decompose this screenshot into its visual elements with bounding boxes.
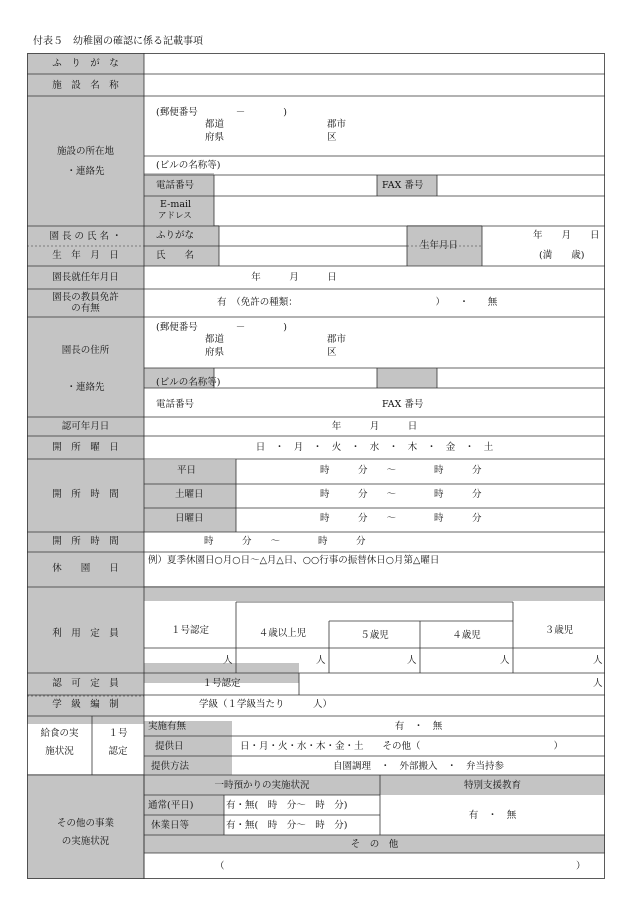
principal-gunshi: 郡市 <box>327 334 347 345</box>
principal-ku: 区 <box>327 347 337 358</box>
other-misc-paren: （ ） <box>215 861 586 872</box>
principal-todo: 都道 <box>205 334 225 345</box>
facility-phone-label: 電話番号 <box>156 180 195 191</box>
capacity-age4-label: ４歳児 <box>452 630 481 641</box>
meal-method-value: 自園調理 ・ 外部搬入 ・ 弁当持参 <box>332 761 504 772</box>
meal-implement-value: 有 ・ 無 <box>394 721 443 732</box>
principal-birth-value: 年 月 日 <box>533 230 600 241</box>
label-capacity: 利 用 定 員 <box>52 628 119 639</box>
label-open-days: 開 所 曜 日 <box>52 442 119 453</box>
label-meal-1: 給食の実 <box>40 728 79 739</box>
license-value: 有 （免許の種類： ） ・ 無 <box>217 297 498 308</box>
label-appointment-date: 園長就任年月日 <box>52 272 119 283</box>
principal-furigana-label: ふりがな <box>156 230 195 241</box>
label-holidays: 休 園 日 <box>52 563 119 574</box>
facility-postal: (郵便番号 － ) <box>156 107 287 118</box>
capacity-type1-nin: 人 <box>223 655 233 666</box>
principal-name-label: 氏 名 <box>156 250 195 261</box>
principal-age: (満 歳) <box>539 250 585 261</box>
label-license-2: の有無 <box>71 303 100 314</box>
capacity-type1-label: １号認定 <box>170 625 209 636</box>
capacity-age5-nin: 人 <box>407 655 417 666</box>
hours-saturday-label: 土曜日 <box>175 489 204 500</box>
principal-fax-label: FAX 番号 <box>382 399 424 410</box>
label-meal-2: 施状況 <box>45 746 74 757</box>
facility-email-address-label: アドレス <box>158 211 192 221</box>
capacity-age3-nin: 人 <box>593 655 603 666</box>
label-class-organization: 学 級 編 制 <box>52 699 119 710</box>
label-address-1: 施設の所在地 <box>56 146 114 157</box>
other-weekday-label: 通常(平日) <box>148 800 194 811</box>
label-principal-1: 園 長 の 氏 名 ・ <box>49 231 122 242</box>
label-open-hours-2: 開 所 時 間 <box>52 536 119 547</box>
facility-ku: 区 <box>327 132 337 143</box>
open-days-value: 日 ・ 月 ・ 火 ・ 水 ・ 木 ・ 金 ・ 土 <box>255 442 494 453</box>
label-meal-type-1: １号 <box>108 728 128 739</box>
label-approval-date: 認可年月日 <box>61 421 110 432</box>
label-approved-capacity: 認 可 定 員 <box>52 678 119 689</box>
capacity-over4-nin: 人 <box>316 655 326 666</box>
appointment-date-value: 年 月 日 <box>251 272 337 283</box>
facility-todo: 都道 <box>205 119 225 130</box>
other-temporary-care-label: 一時預かりの実施状況 <box>214 780 310 791</box>
meal-implement-label: 実施有無 <box>148 721 187 732</box>
principal-fuken: 府県 <box>205 347 225 358</box>
hours-sunday-label: 日曜日 <box>175 513 204 524</box>
capacity-age3-label: ３歳児 <box>544 625 574 636</box>
label-principal-address-2: ・連絡先 <box>66 382 105 393</box>
meal-days-value: 日・月・火・水・木・金・土 その他（ ） <box>240 741 564 752</box>
label-other-2: の実施状況 <box>61 836 110 847</box>
other-weekday-value: 有・無( 時 分～ 時 分) <box>226 800 348 811</box>
label-other-1: その他の事業 <box>56 818 114 829</box>
hours-weekday-label: 平日 <box>177 465 197 476</box>
facility-building: (ビルの名称等) <box>156 160 221 171</box>
label-principal-address-1: 園長の住所 <box>61 345 110 356</box>
label-meal-type-2: 認定 <box>108 746 128 757</box>
other-special-support-value: 有 ・ 無 <box>468 810 517 821</box>
hours-sunday-value: 時 分 ～ 時 分 <box>320 513 482 524</box>
hours-2-value: 時 分 ～ 時 分 <box>204 536 366 547</box>
label-address-2: ・連絡先 <box>66 166 105 177</box>
page-title: 付表５ 幼稚園の確認に係る記載事項 <box>33 36 203 47</box>
approved-capacity-nin: 人 <box>593 678 603 689</box>
confirmation-form <box>27 53 605 879</box>
meal-days-label: 提供日 <box>155 741 184 752</box>
label-open-hours: 開 所 時 間 <box>52 489 119 500</box>
principal-postal: (郵便番号 － ) <box>156 322 287 333</box>
facility-fuken: 府県 <box>205 132 225 143</box>
label-furigana: ふ り が な <box>52 58 119 69</box>
class-organization-value: 学級（１学級当たり 人） <box>199 699 333 710</box>
principal-phone-label: 電話番号 <box>156 399 195 410</box>
other-holiday-value: 有・無( 時 分～ 時 分) <box>226 820 348 831</box>
approval-date-value: 年 月 日 <box>331 421 418 432</box>
facility-email-label: E-mail <box>160 199 192 210</box>
capacity-age4-nin: 人 <box>500 655 510 666</box>
label-license-1: 園長の教員免許 <box>52 292 119 303</box>
other-special-support-label: 特別支援教育 <box>463 780 521 791</box>
facility-gunshi: 郡市 <box>327 119 347 130</box>
other-misc-label: そ の 他 <box>350 839 399 850</box>
hours-weekday-value: 時 分 ～ 時 分 <box>320 465 482 476</box>
facility-fax-label: FAX 番号 <box>382 180 424 191</box>
meal-method-label: 提供方法 <box>151 761 190 772</box>
hours-saturday-value: 時 分 ～ 時 分 <box>320 489 482 500</box>
principal-birth-label: 生年月日 <box>420 240 459 251</box>
holidays-example: 例）夏季休園日○月○日～△月△日、○○行事の振替休日○月第△曜日 <box>148 555 440 566</box>
label-facility-name: 施 設 名 称 <box>52 80 119 91</box>
principal-building: (ビルの名称等) <box>156 377 221 388</box>
label-principal-2: 生 年 月 日 <box>52 250 119 261</box>
capacity-over4-label: ４歳以上児 <box>258 628 307 639</box>
approved-capacity-label: １号認定 <box>202 678 241 689</box>
other-holiday-label: 休業日等 <box>151 820 190 831</box>
capacity-age5-label: ５歳児 <box>360 630 389 641</box>
